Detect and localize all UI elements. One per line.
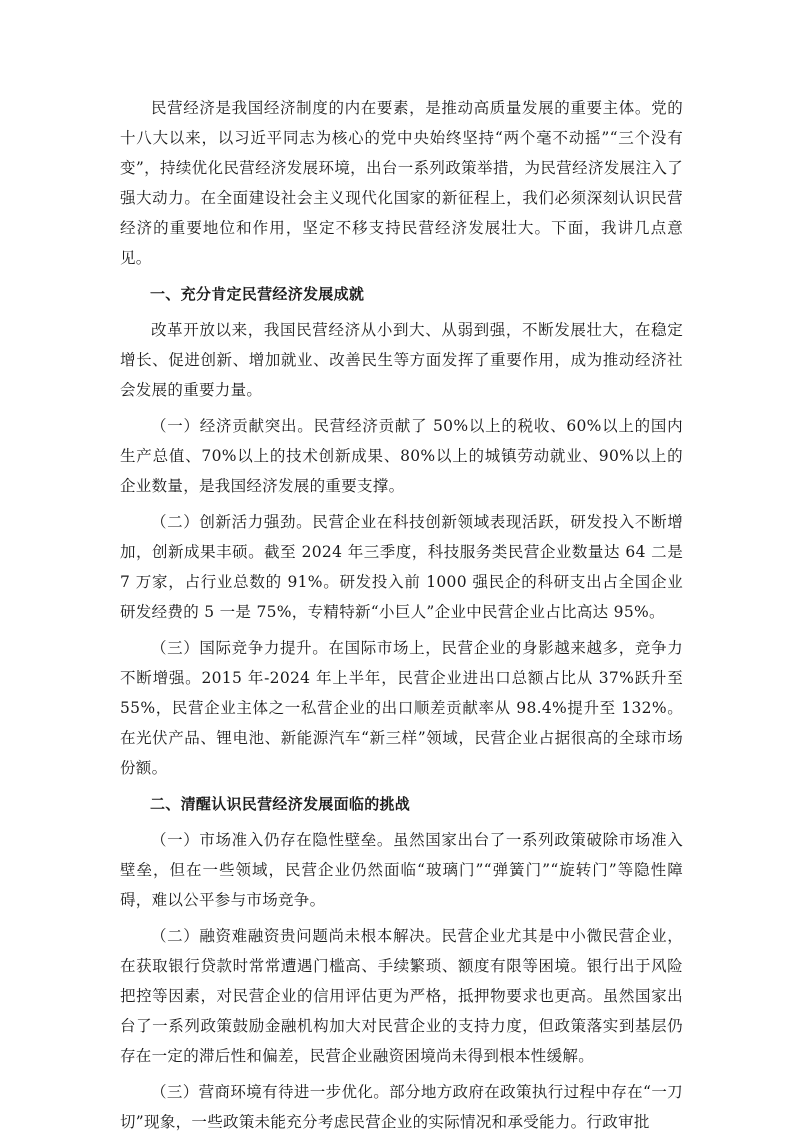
section-1-item-2: （二）创新活力强劲。民营企业在科技创新领域表现活跃，研发投入不断增加，创新成果丰硕。截至 2024 年三季度，科技服务类民营企业数量达 64 二是 7 万家，占行业总数的 91%。研发投入前 1000 强民企的科研支出占全国企业研发经费的 5 一是 75%，专精特新“小巨人”企业中民营企业占比高达 95%。 — [120, 513, 683, 621]
section-1-heading: 一、充分肯定民营经济发展成就 — [150, 285, 365, 303]
document-page — [120, 93, 683, 1137]
section-2-item-3: （三）营商环境有待进一步优化。部分地方政府在政策执行过程中存在“一刀切”现象，一些政策未能充分考虑民营企业的实际情况和承受能力。行政审批 — [120, 1083, 683, 1131]
section-1-item-1: （一）经济贡献突出。民营经济贡献了 50%以上的税收、60%以上的国内生产总值、70%以上的技术创新成果、80%以上的城镇劳动就业、90%以上的企业数量，是我国经济发展的重要支撑。 — [120, 417, 683, 495]
section-1-paragraph: 改革开放以来，我国民营经济从小到大、从弱到强，不断发展壮大，在稳定增长、促进创新、增加就业、改善民生等方面发挥了重要作用，成为推动经济社会发展的重要力量。 — [120, 321, 683, 399]
section-2-item-2: （二）融资难融资贵问题尚未根本解决。民营企业尤其是中小微民营企业，在获取银行贷款时常常遭遇门槛高、手续繁琐、额度有限等困境。银行出于风险把控等因素，对民营企业的信用评估更为严格，抵押物要求也更高。虽然国家出台了一系列政策鼓励金融机构加大对民营企业的支持力度，但政策落实到基层仍存在一定的滞后性和偏差，民营企业融资困境尚未得到根本性缓解。 — [120, 927, 683, 1065]
section-2-item-1: （一）市场准入仍存在隐性壁垒。虽然国家出台了一系列政策破除市场准入壁垒，但在一些领域，民营企业仍然面临“玻璃门”“弹簧门”“旋转门”等隐性障碍，难以公平参与市场竞争。 — [120, 831, 683, 909]
section-1-item-3: （三）国际竞争力提升。在国际市场上，民营企业的身影越来越多，竞争力不断增强。2015 年-2024 年上半年，民营企业进出口总额占比从 37%跃升至 55%，民营企业主体之一私营企业的出口顺差贡献率从 98.4%提升至 132%。在光伏产品、锂电池、新能源汽车“新三样”领域，民营企业占据很高的全球市场份额。 — [120, 639, 683, 777]
intro-paragraph: 民营经济是我国经济制度的内在要素，是推动高质量发展的重要主体。党的十八大以来，以习近平同志为核心的党中央始终坚持“两个毫不动摇”“三个没有变”，持续优化民营经济发展环境，出台一系列政策举措，为民营经济发展注入了强大动力。在全面建设社会主义现代化国家的新征程上，我们必须深刻认识民营经济的重要地位和作用，坚定不移支持民营经济发展壮大。下面，我讲几点意见。 — [120, 99, 683, 267]
section-2-heading: 二、清醒认识民营经济发展面临的挑战 — [150, 795, 411, 813]
